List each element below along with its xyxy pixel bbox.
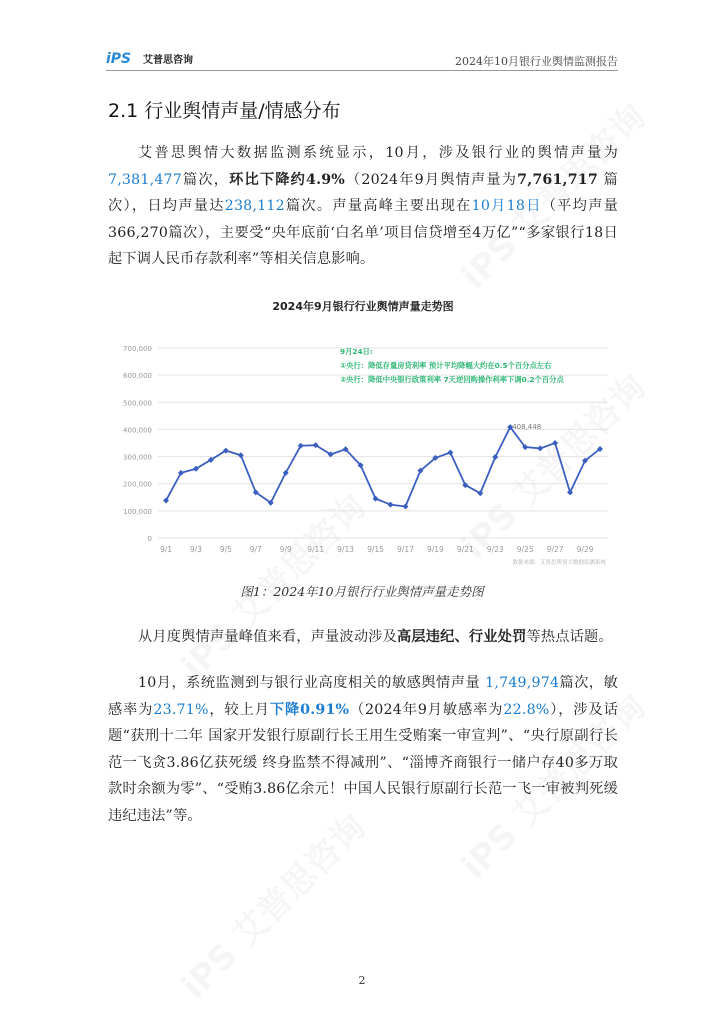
sensitive-rate: 23.71% (153, 701, 209, 718)
text: 从月度舆情声量峰值来看，声量波动涉及 (138, 629, 397, 645)
daily-volume: 238,112 (224, 198, 285, 215)
x-tick-label: 9/11 (307, 545, 325, 554)
text: 篇次， (182, 171, 230, 188)
chart-annotation: ①央行：降低存量房贷利率 预计平均降幅大约在0.5个百分点左右 (340, 361, 552, 370)
data-point (402, 504, 408, 510)
logo-text: 艾普思咨询 (143, 54, 193, 66)
september-volume: 7,761,717 (517, 171, 598, 188)
text: 等热点话题。 (526, 629, 613, 645)
data-point (537, 445, 543, 451)
y-tick-label: 0 (147, 535, 152, 543)
rate-drop: 0.91% (300, 701, 350, 718)
x-tick-label: 9/1 (159, 545, 173, 554)
peak-date: 10月18日 (471, 198, 542, 215)
series-line (166, 427, 600, 506)
x-tick-label: 9/23 (486, 545, 504, 554)
data-point (492, 454, 498, 460)
mom-change: 环比下降约4.9% (229, 171, 345, 188)
sensitive-paragraph (108, 670, 618, 830)
svg-text:iPS: iPS (106, 51, 132, 67)
data-point (552, 440, 558, 446)
report-title: 2024年10月银行业舆情监测报告 (455, 55, 618, 68)
drop-label: 下降 (269, 701, 301, 718)
data-point (567, 489, 573, 495)
y-tick-label: 500,000 (123, 399, 152, 408)
chart-annotation: ②央行：降低中央银行政策利率 7天逆回购操作利率下调0.2个百分点 (340, 375, 564, 384)
text: （2024年9月舆情声量为 (345, 171, 518, 188)
x-tick-label: 9/29 (576, 545, 594, 554)
data-point (447, 450, 453, 456)
section-heading: 2.1 行业舆情声量/情感分布 (108, 100, 341, 122)
x-tick-label: 9/7 (249, 545, 262, 554)
text: ，较上月 (208, 701, 270, 718)
text: 篇次），日均声量达 (108, 171, 618, 215)
data-point (387, 502, 393, 508)
text: （2024年9月敏感率为 (349, 701, 504, 718)
y-tick-label: 700,000 (123, 345, 152, 353)
chart-annotation: 9月24日: (340, 347, 373, 356)
figure-caption: 图1：2024年10月银行行业舆情声量走势图 (240, 584, 484, 599)
y-tick-label: 100,000 (123, 507, 152, 516)
data-point (373, 496, 379, 502)
page-number: 2 (358, 974, 366, 987)
ips-logo-icon (106, 49, 140, 67)
y-tick-label: 200,000 (123, 480, 152, 489)
volume-value: 7,381,477 (108, 171, 183, 188)
text: 10月，系统监测到与银行业高度相关的敏感舆情声量 (138, 675, 486, 691)
text: ），涉及话题“获刑十二年 国家开发银行原副行长王用生受贿案一审宣判”、“央行原副行长范一飞贪3.86亿获死缓 终身监禁不得减刑”、“淄博齐商银行一储户存40多万取款时余额为零”、“受贿3.86亿余元！中国人民银行原副行长范一飞一审被判死缓违纪违法”等。 (108, 701, 618, 824)
chart-title: 2024年9月银行行业舆情声量走势图 (272, 300, 454, 313)
data-point (238, 452, 244, 458)
text: 艾普思舆情大数据监测系统显示，10月，涉及银行业的舆情声量为 (138, 145, 618, 161)
sensitive-volume: 1,749,974 (485, 675, 560, 691)
x-tick-label: 9/17 (397, 545, 414, 554)
x-tick-label: 9/25 (516, 545, 534, 554)
x-tick-label: 9/27 (546, 545, 564, 554)
x-tick-label: 9/3 (189, 545, 202, 554)
volume-trend-chart (108, 290, 618, 580)
x-tick-label: 9/19 (426, 545, 444, 554)
source-note: 数据来源：艾普思舆情大数据监测系统 (512, 560, 606, 565)
x-tick-label: 9/13 (337, 545, 355, 554)
hot-topics: 高层违纪、行业处罚 (396, 629, 527, 645)
text: 篇次，敏感率为 (108, 675, 618, 718)
y-tick-label: 600,000 (123, 372, 152, 381)
x-tick-label: 9/9 (279, 545, 292, 554)
summary-paragraph (108, 140, 618, 273)
line-chart (108, 320, 618, 565)
text: 篇次。声量高峰主要出现在 (284, 198, 472, 215)
peak-topics-paragraph (108, 624, 618, 651)
peak-data-label: 408,448 (512, 423, 542, 432)
y-tick-label: 400,000 (123, 426, 152, 435)
previous-rate: 22.8% (503, 701, 550, 718)
page-header (106, 44, 618, 71)
company-logo (106, 48, 193, 68)
x-tick-label: 9/15 (367, 545, 384, 554)
x-tick-label: 9/5 (219, 545, 232, 554)
text: （平均声量366,270篇次），主要受“央年底前‘白名单’项目信贷增至4万亿”“多家银行18日起下调人民币存款利率”等相关信息影响。 (108, 198, 618, 268)
x-tick-label: 9/21 (456, 545, 474, 554)
y-tick-label: 300,000 (123, 453, 152, 462)
